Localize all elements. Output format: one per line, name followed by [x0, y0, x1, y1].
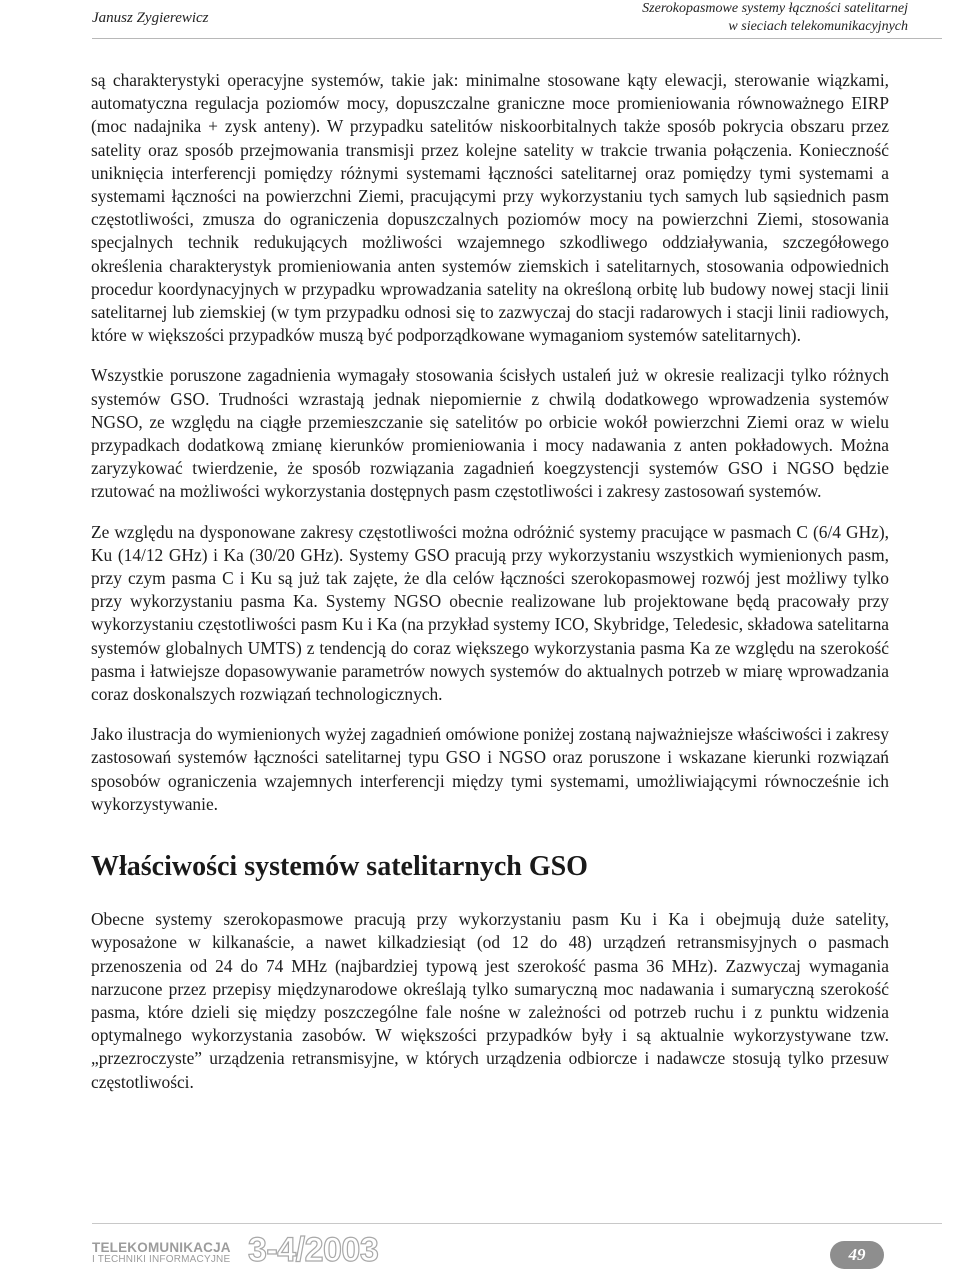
paragraph-3: Ze względu na dysponowane zakresy częstotliwości można odróżnić systemy pracujące w pasmach C (6/4 GHz), Ku (14/12 GHz) i Ka (30/20 GHz). Systemy GSO pracują przy wykorzystaniu wszystkich wymienionych pasm, przy czym pasma C i Ku są już tak zajęte, że dla celów łączności szerokopasmowej rozwój jest możliwy tylko przy wykorzystaniu pasma Ka. Systemy NGSO obecnie realizowane lub projektowane będą pracowały przy wykorzystaniu częstotliwości pasm Ku i Ka (na przykład systemy ICO, Skybridge, Teledesic, składowa satelitarna systemów globalnych UMTS) z tendencją do coraz większego wykorzystania pasma Ka ze względu na szerokość pasma i łatwiejsze dopasowywanie parametrów nowych systemów do aktualnych potrzeb w miarę wprowadzania coraz doskonalszych rozwiązań technologicznych. [91, 521, 889, 705]
header-title [642, 0, 908, 36]
header-title-line2: w sieciach telekomunikacyjnych [728, 19, 908, 34]
journal-logo [92, 1242, 231, 1266]
footer-divider [92, 1223, 942, 1224]
page-header [0, 0, 960, 40]
section-heading: Właściwości systemów satelitarnych GSO [91, 851, 588, 883]
header-title-line1: Szerokopasmowe systemy łączności satelitarnej [642, 1, 908, 16]
paragraph-2: Wszystkie poruszone zagadnienia wymagały stosowania ścisłych ustaleń już w okresie realizacji tylko różnych systemów GSO. Trudności wzrastają jednak niepomiernie z chwilą dodatkowego wprowadzenia systemów NGSO, ze względu na ciągłe przemieszczanie się satelitów po orbicie wokół powierzchni Ziemi oraz w wielu przypadkach dodatkową zmianę kierunków promieniowania i mocy nadawania z anten pokładowych. Można zaryzykować twierdzenie, że sposób rozwiązania zagadnień koegzystencji systemów GSO i NGSO będzie rzutować na możliwości wykorzystania dostępnych pasm częstotliwości i zakresy zastosowań systemów. [91, 365, 889, 502]
page-number-badge: 49 [830, 1241, 884, 1269]
issue-number: 3-4/2003 [248, 1231, 379, 1269]
header-divider [92, 38, 942, 39]
header-author: Janusz Zygierewicz [92, 10, 209, 26]
article-body [91, 69, 889, 1111]
paragraph-4: Jako ilustracja do wymienionych wyżej zagadnień omówione poniżej zostaną najważniejsze właściwości i zakresy zastosowań systemów łączności satelitarnej typu GSO i NGSO oraz poruszone i wskazane kierunki rozwiązań sposobów ograniczenia wzajemnych interferencji między tymi systemami, umożliwiającymi równocześnie ich wykorzystywanie. [91, 724, 889, 814]
paragraph-1: są charakterystyki operacyjne systemów, takie jak: minimalne stosowane kąty elewacji, sterowanie wiązkami, automatyczna regulacja poziomów mocy, dopuszczalne graniczne moce promieniowania równoważnego EIRP (moc nadajnika + zysk anteny). W przypadku satelitów niskoorbitalnych także sposób pokrycia obszaru przez satelity oraz sposób przejmowania transmisji przez kolejne satelity w trakcie trwania połączenia. Konieczność uniknięcia interferencji pomiędzy różnymi systemami łączności satelitarnej oraz pomiędzy tymi systemami a systemami łączności na powierzchni Ziemi, pracującymi przy wykorzystaniu tych samych lub sąsiednich pasm częstotliwości, zmusza do ograniczenia dopuszczalnych poziomów mocy na powierzchni Ziemi, stosowania specjalnych technik redukujących możliwości wzajemnego szkodliwego oddziaływania, szczegółowego określenia charakterystyk promieniowania anten systemów ziemskich i satelitarnych, stosowania odpowiednich procedur koordynacyjnych w przypadku wprowadzania satelity na określoną orbitę lub budowy nowej stacji linii satelitarnej lub ziemskiej (w tym przypadku odnosi się to zazwyczaj do stacji radarowych i stacji linii radiowych, które w większości przypadków muszą być podporządkowane wymaganiom systemów satelitarnych). [91, 70, 889, 346]
section-paragraph: Obecne systemy szerokopasmowe pracują przy wykorzystaniu pasm Ku i Ka i obejmują duże satelity, wyposażone w kilkanaście, a nawet kilkadziesiąt (od 12 do 48) urządzeń retransmisyjnych o pasmach przenoszenia od 24 do 74 MHz (najbardziej typową jest szerokość pasma 36 MHz). Zazwyczaj wymagania narzucone przez przepisy międzynarodowe określają tylko sumaryczną moc nadawania i sumaryczną szerokość pasma, które dzieli się między poszczególne fale nośne w zależności od potrzeb ruchu i z punktu widzenia optymalnego wykorzystania zasobów. W większości przypadków były i są aktualnie wykorzystywane tzw. „przezroczyste” urządzenia retransmisyjne, w których urządzenia odbiorcze i nadawcze stosują tylko przesuw częstotliwości. [91, 909, 889, 1092]
journal-name-line1: TELEKOMUNIKACJA [92, 1240, 231, 1255]
journal-name-line2: I TECHNIKI INFORMACYJNE [92, 1254, 231, 1265]
